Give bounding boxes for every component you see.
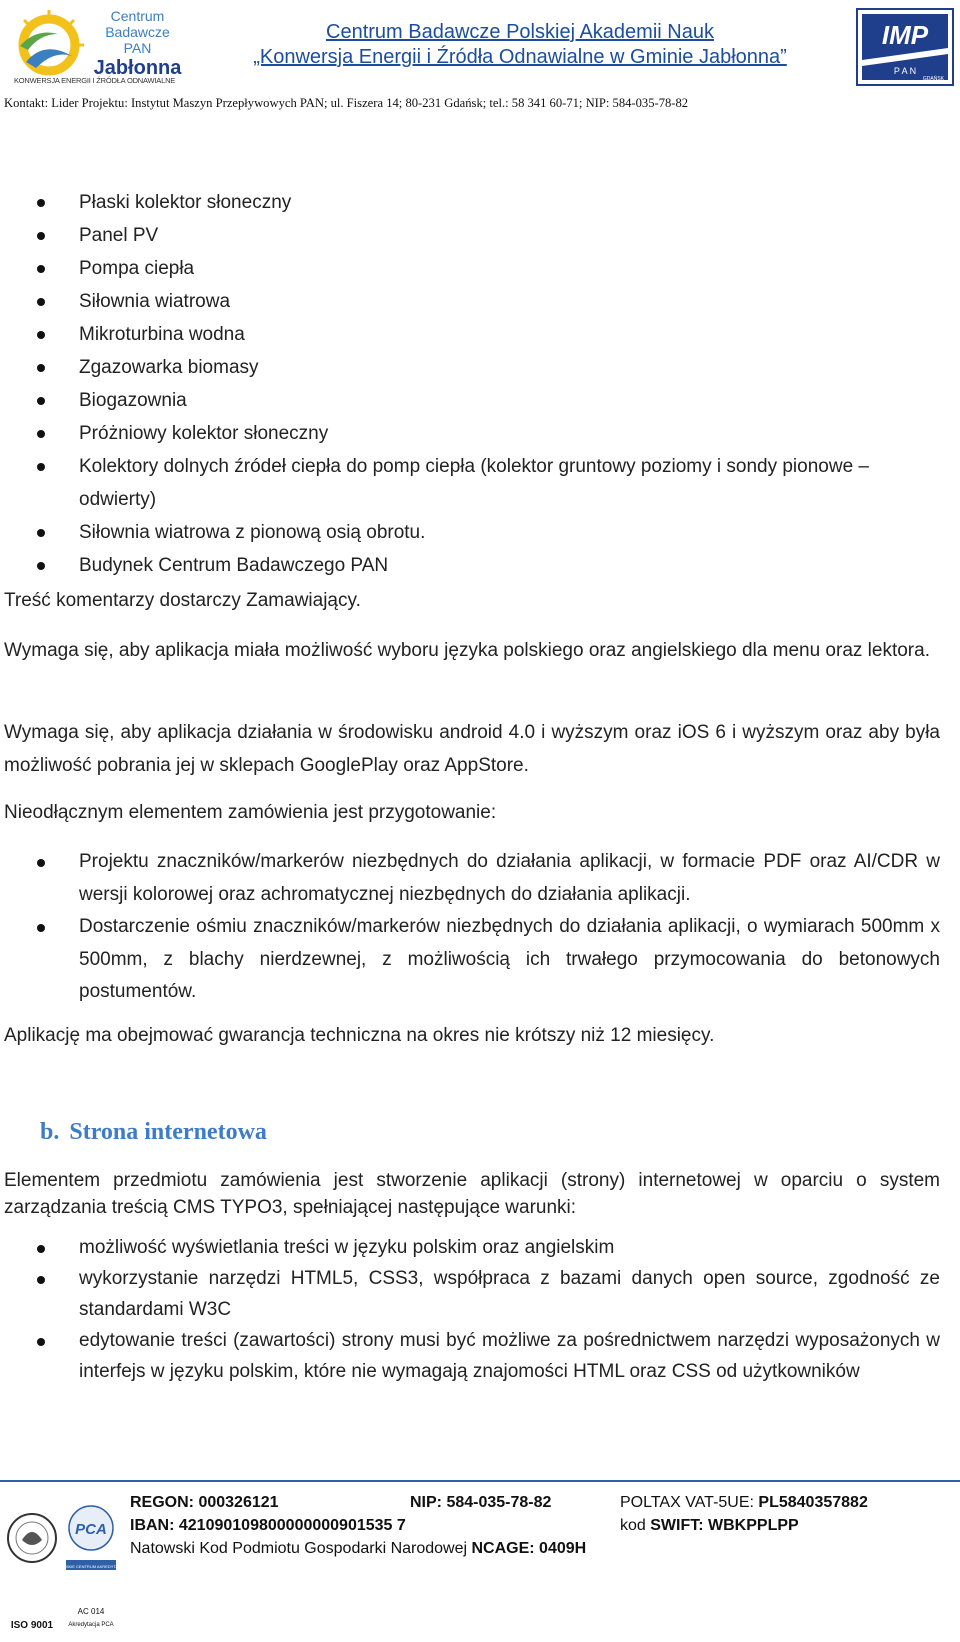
footer-divider xyxy=(0,1480,960,1482)
centrum-badawcze-logo xyxy=(8,4,183,86)
paragraph-comments: Treść komentarzy dostarczy Zamawiający. xyxy=(4,590,361,611)
footer-ncage-text: Natowski Kod Podmiotu Gospodarki Narodowej xyxy=(130,1540,472,1557)
iso-label: ISO 9001 xyxy=(10,1620,54,1631)
section-letter: b. xyxy=(40,1119,60,1145)
header-title-line-1: Centrum Badawcze Polskiej Akademii Nauk xyxy=(326,21,714,43)
paragraph-warranty: Aplikację ma obejmować gwarancja techniczna na okres nie krótszy niż 12 miesięcy. xyxy=(4,1025,715,1046)
list-item: Projektu znaczników/markerów niezbędnych do działania aplikacji, w formacie PDF oraz AI/CDR w wersji kolorowej oraz achromatycznej niezbędnych do działania aplikacji. xyxy=(0,846,960,911)
list-item: Panel PV xyxy=(0,219,960,252)
section-heading xyxy=(40,1119,267,1146)
pca-sub-label: POLSKIE CENTRUM AKREDYTACJI xyxy=(57,1564,125,1569)
list-item: edytowanie treści (zawartości) strony musi być możliwe za pośrednictwem narzędzi wyposażonych w interfejs w języku polskim, które nie wymagają znajomości HTML oraz CSS od użytkowników xyxy=(0,1325,960,1387)
ac-note: Akredytacja PCA xyxy=(68,1622,114,1628)
list-item: Pompa ciepła xyxy=(0,252,960,285)
website-requirements-list xyxy=(0,1232,960,1387)
logo-line-pan: PAN xyxy=(123,40,152,56)
paragraph-integral: Nieodłącznym elementem zamówienia jest przygotowanie: xyxy=(4,802,497,823)
list-item: Budynek Centrum Badawczego PAN xyxy=(0,549,960,582)
imp-logo-city: GDAŃSK xyxy=(922,76,944,82)
header-title xyxy=(240,20,800,70)
header-title-line-2: „Konwersja Energii i Źródła Odnawialne w Gminie Jabłonna” xyxy=(253,46,787,68)
list-item: Próżniowy kolektor słoneczny xyxy=(0,417,960,450)
header-contact-line: Kontakt: Lider Projektu: Instytut Maszyn Przepływowych PAN; ul. Fiszera 14; 80-231 Gdańsk; tel.: 58 341 60-71; NIP: 584-035-78-82 xyxy=(4,96,689,110)
ac-code: AC 014 xyxy=(77,1607,105,1616)
footer-nip: NIP: 584-035-78-82 xyxy=(410,1494,552,1511)
footer-ncage-value: NCAGE: 0409H xyxy=(471,1540,587,1557)
footer-regon: REGON: 000326121 xyxy=(130,1494,279,1511)
pca-accreditation-logo-icon xyxy=(57,1488,125,1638)
logo-line-badawcze: Badawcze xyxy=(105,24,170,40)
footer-swift-label: kod xyxy=(620,1517,651,1534)
list-item: możliwość wyświetlania treści w języku polskim oraz angielskim xyxy=(0,1232,960,1263)
paragraph-language: Wymaga się, aby aplikacja miała możliwość wyboru języka polskiego oraz angielskiego dla menu oraz lektora. xyxy=(4,640,930,661)
list-item: wykorzystanie narzędzi HTML5, CSS3, współpraca z bazami danych open source, zgodność ze standardami W3C xyxy=(0,1263,960,1325)
iso-certificate-logo-icon xyxy=(4,1488,60,1638)
footer-iban: IBAN: 421090109800000000901535 7 xyxy=(130,1517,406,1534)
logo-brand-text xyxy=(90,8,185,79)
footer-vat-label: POLTAX VAT-5UE: xyxy=(620,1494,759,1511)
pca-label: PCA xyxy=(75,1521,107,1538)
imp-logo-pan: P A N xyxy=(893,66,917,76)
imp-pan-logo-icon xyxy=(856,8,954,86)
paragraph-platform: Wymaga się, aby aplikacja działania w środowisku android 4.0 i wyższym oraz iOS 6 i wyższym oraz aby była możliwość pobrania jej w sklepach GooglePlay oraz AppStore. xyxy=(4,722,940,776)
section-title: Strona internetowa xyxy=(69,1119,267,1145)
list-item: Biogazownia xyxy=(0,384,960,417)
imp-logo-mark: IMP xyxy=(881,20,929,50)
list-item: Dostarczenie ośmiu znaczników/markerów niezbędnych do działania aplikacji, o wymiarach 500mm x 500mm, z blachy nierdzewnej, z możliwością ich trwałego przymocowania do betonowych postumentów. xyxy=(0,911,960,1009)
list-item: Kolektory dolnych źródeł ciepła do pomp ciepła (kolektor gruntowy poziomy i sondy pionowe – odwierty) xyxy=(0,450,960,516)
paragraph-website: Elementem przedmiotu zamówienia jest stworzenie aplikacji (strony) internetowej w oparciu o system zarządzania treścią CMS TYPO3, spełniającej następujące warunki: xyxy=(4,1170,940,1218)
list-item: Siłownia wiatrowa z pionową osią obrotu. xyxy=(0,516,960,549)
sun-logo-icon xyxy=(14,10,84,80)
list-item: Siłownia wiatrowa xyxy=(0,285,960,318)
footer-swift-value: SWIFT: WBKPPLPP xyxy=(650,1517,799,1534)
logo-line-centrum: Centrum xyxy=(110,8,165,24)
preparation-list xyxy=(0,846,960,1009)
list-item: Zgazowarka biomasy xyxy=(0,351,960,384)
objects-list xyxy=(0,186,960,582)
list-item: Płaski kolektor słoneczny xyxy=(0,186,960,219)
list-item: Mikroturbina wodna xyxy=(0,318,960,351)
logo-line-jablonna: Jabłonna xyxy=(93,57,182,79)
logo-tagline: KONWERSJA ENERGII I ŹRÓDŁA ODNAWIALNE xyxy=(14,76,176,85)
footer-vat-value: PL5840357882 xyxy=(758,1494,868,1511)
